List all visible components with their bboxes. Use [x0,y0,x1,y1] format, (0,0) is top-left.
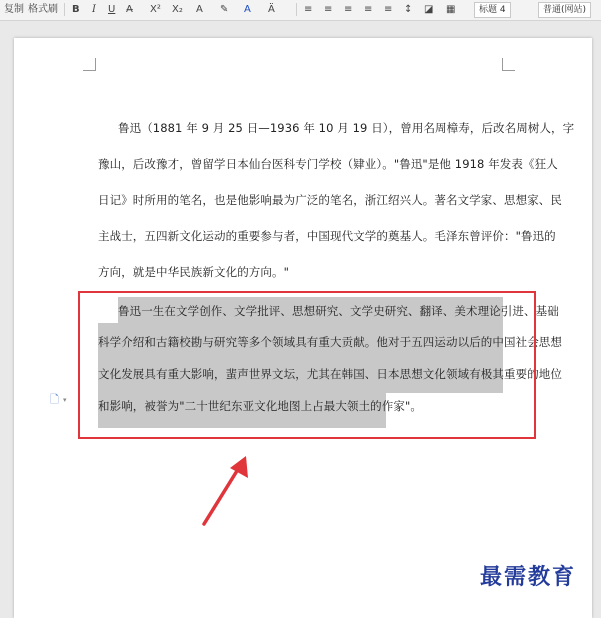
line-spacing-icon[interactable]: ↕ [404,4,413,15]
char-shading-icon[interactable]: Ä [268,4,275,15]
format-painter-button[interactable]: 格式刷 [28,4,58,15]
paragraph-line: 方向，就是中华民族新文化的方向。" [98,265,289,279]
paragraph-line: 日记》时所用的笔名，也是他影响最为广泛的笔名，浙江绍兴人。著名文学家、思想家、民 [98,193,562,207]
margin-corner-top-right [502,58,515,71]
paragraph-layout-icon[interactable]: 🗋 [50,393,59,406]
distribute-icon[interactable]: ≡ [384,4,393,15]
underline-icon[interactable]: U [108,4,116,15]
border-icon[interactable]: ▦ [446,4,456,15]
paragraph-line: 豫山，后改豫才，曾留学日本仙台医科专门学校（肄业）。"鲁迅"是他 1918 年发表《狂人 [98,157,558,171]
paragraph-line: 文化发展具有重大影响，蜚声世界文坛，尤其在韩国、日本思想文化领域有极其重要的地位 [98,367,562,381]
margin-corner-top-left [83,58,96,71]
toolbar-separator [64,3,65,16]
align-center-icon[interactable]: ≡ [324,4,333,15]
highlight-color-icon[interactable]: ✎ [220,4,229,15]
formatting-toolbar [0,0,601,21]
annotation-arrow-icon [190,450,260,530]
watermark-logo: 最需教育 [480,564,577,590]
copy-button[interactable]: 复制 [4,4,24,15]
style-heading4[interactable]: 标题 4 [474,2,511,18]
toolbar-separator [296,3,297,16]
paragraph-line: 鲁迅（1881 年 9 月 25 日—1936 年 10 月 19 日），曾用名周樟寿，后改名周树人，字 [118,121,575,135]
italic-button[interactable]: I [92,4,96,15]
strikethrough-icon[interactable]: A̶ [126,4,133,15]
align-left-icon[interactable]: ≡ [304,4,313,15]
annotation-box [78,291,536,439]
shading-icon[interactable]: ◪ [424,4,434,15]
style-normal-web[interactable]: 普通(网站) [538,2,591,18]
paragraph-line: 和影响，被誉为"二十世纪东亚文化地图上占最大领土的作家"。 [98,399,422,413]
justify-icon[interactable]: ≡ [364,4,373,15]
paragraph-line: 主战士，五四新文化运动的重要参与者，中国现代文学的奠基人。毛泽东曾评价："鲁迅的 [98,229,556,243]
bold-button[interactable]: B [72,4,80,15]
paragraph-line: 科学介绍和古籍校勘与研究等多个领域具有重大贡献。他对于五四运动以后的中国社会思想 [98,335,562,349]
subscript-icon[interactable]: X₂ [172,4,183,15]
text-effect-icon[interactable]: A [196,4,203,15]
align-right-icon[interactable]: ≡ [344,4,353,15]
superscript-icon[interactable]: X² [150,4,161,15]
font-color-icon[interactable]: A [244,4,251,15]
chevron-down-icon[interactable]: ▾ [63,396,67,404]
paragraph-line: 鲁迅一生在文学创作、文学批评、思想研究、文学史研究、翻译、美术理论引进、基础 [118,304,559,318]
